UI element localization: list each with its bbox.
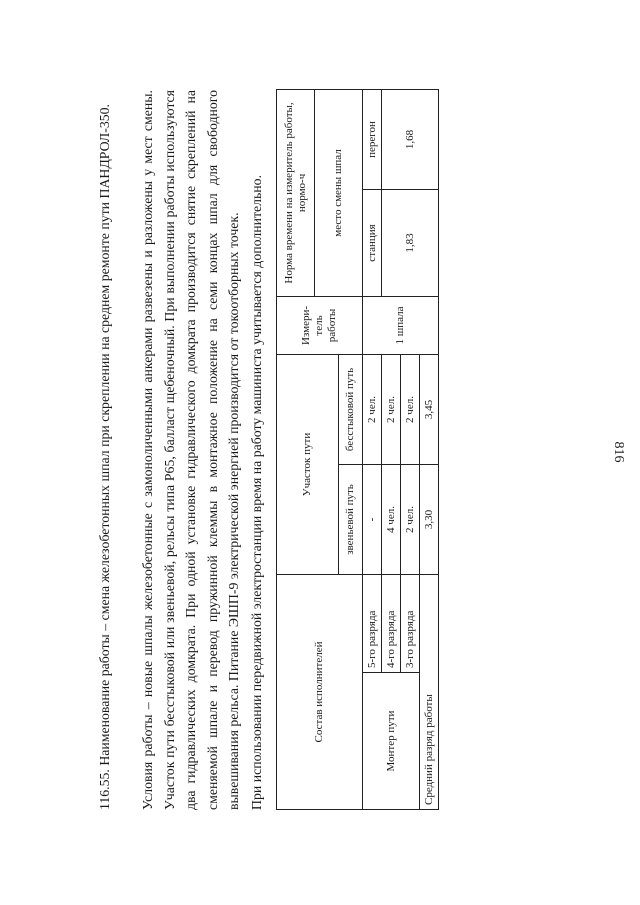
meter-value: 1 шпала bbox=[363, 296, 439, 354]
avg-grade-label: Средний разряд работы bbox=[420, 574, 439, 809]
page-number: 816 bbox=[611, 441, 626, 463]
avg-grade-jointed: 3,30 bbox=[420, 464, 439, 574]
header-track-section: Участок пути bbox=[277, 354, 339, 574]
time-norm-table bbox=[276, 89, 439, 810]
grade-5-label: 5-го разряда bbox=[363, 574, 382, 672]
section-heading: 116.55. Наименование работы – смена железобетонных шпал при скреплении на среднем ремонте пути ПАНДРОЛ-350. bbox=[97, 104, 112, 810]
work-conditions-paragraph: Условия работы – новые шпалы железобетонные с замоноличенными анкерами развезены и разложены у мест смены. Участок пути бесстыковой или звеньевой, рельсы типа Р65, балласт щебеночный. При выполнении работы используются два гидравлических домкрата. При одной установке гидравлического домкрата производится снятие скреплений на сменяемой шпале и перевод пружинной клеммы в монтажное положение на семи концах шпал для свободного вывешивания рельса. Питание ЭШП-9 электрической энергией производится от токоотборных точек. bbox=[140, 90, 241, 810]
header-place: место смены шпал bbox=[315, 89, 363, 296]
grade-3-jointless: 2 чел. bbox=[401, 354, 420, 464]
grade-3-label: 3-го разряда bbox=[401, 574, 420, 672]
header-norm-time: Норма времени на измеритель работы, нормо-ч bbox=[277, 89, 315, 296]
station-value: 1,83 bbox=[382, 189, 439, 296]
grade-4-jointed: 4 чел. bbox=[382, 464, 401, 574]
grade-4-jointless: 2 чел. bbox=[382, 354, 401, 464]
rotated-page-content bbox=[92, 90, 640, 810]
grade-5-jointless: 2 чел. bbox=[363, 354, 382, 464]
grade-5-jointed: - bbox=[363, 464, 382, 574]
haul-value: 1,68 bbox=[382, 89, 439, 189]
header-station: станция bbox=[363, 189, 382, 296]
header-jointed: звеньевой путь bbox=[339, 464, 363, 574]
grade-4-label: 4-го разряда bbox=[382, 574, 401, 672]
header-haul: перегон bbox=[363, 89, 382, 189]
header-jointless: бесстыковой путь bbox=[339, 354, 363, 464]
header-meter: Измери-тель работы bbox=[277, 296, 363, 354]
worker-label: Монтер пути bbox=[363, 673, 420, 810]
avg-grade-jointless: 3,45 bbox=[420, 354, 439, 464]
power-station-note: При использовании передвижной электростанции время на работу машиниста учитывается дополнительно. bbox=[249, 174, 264, 810]
header-composition: Состав исполнителей bbox=[277, 574, 363, 809]
grade-3-jointed: 2 чел. bbox=[401, 464, 420, 574]
